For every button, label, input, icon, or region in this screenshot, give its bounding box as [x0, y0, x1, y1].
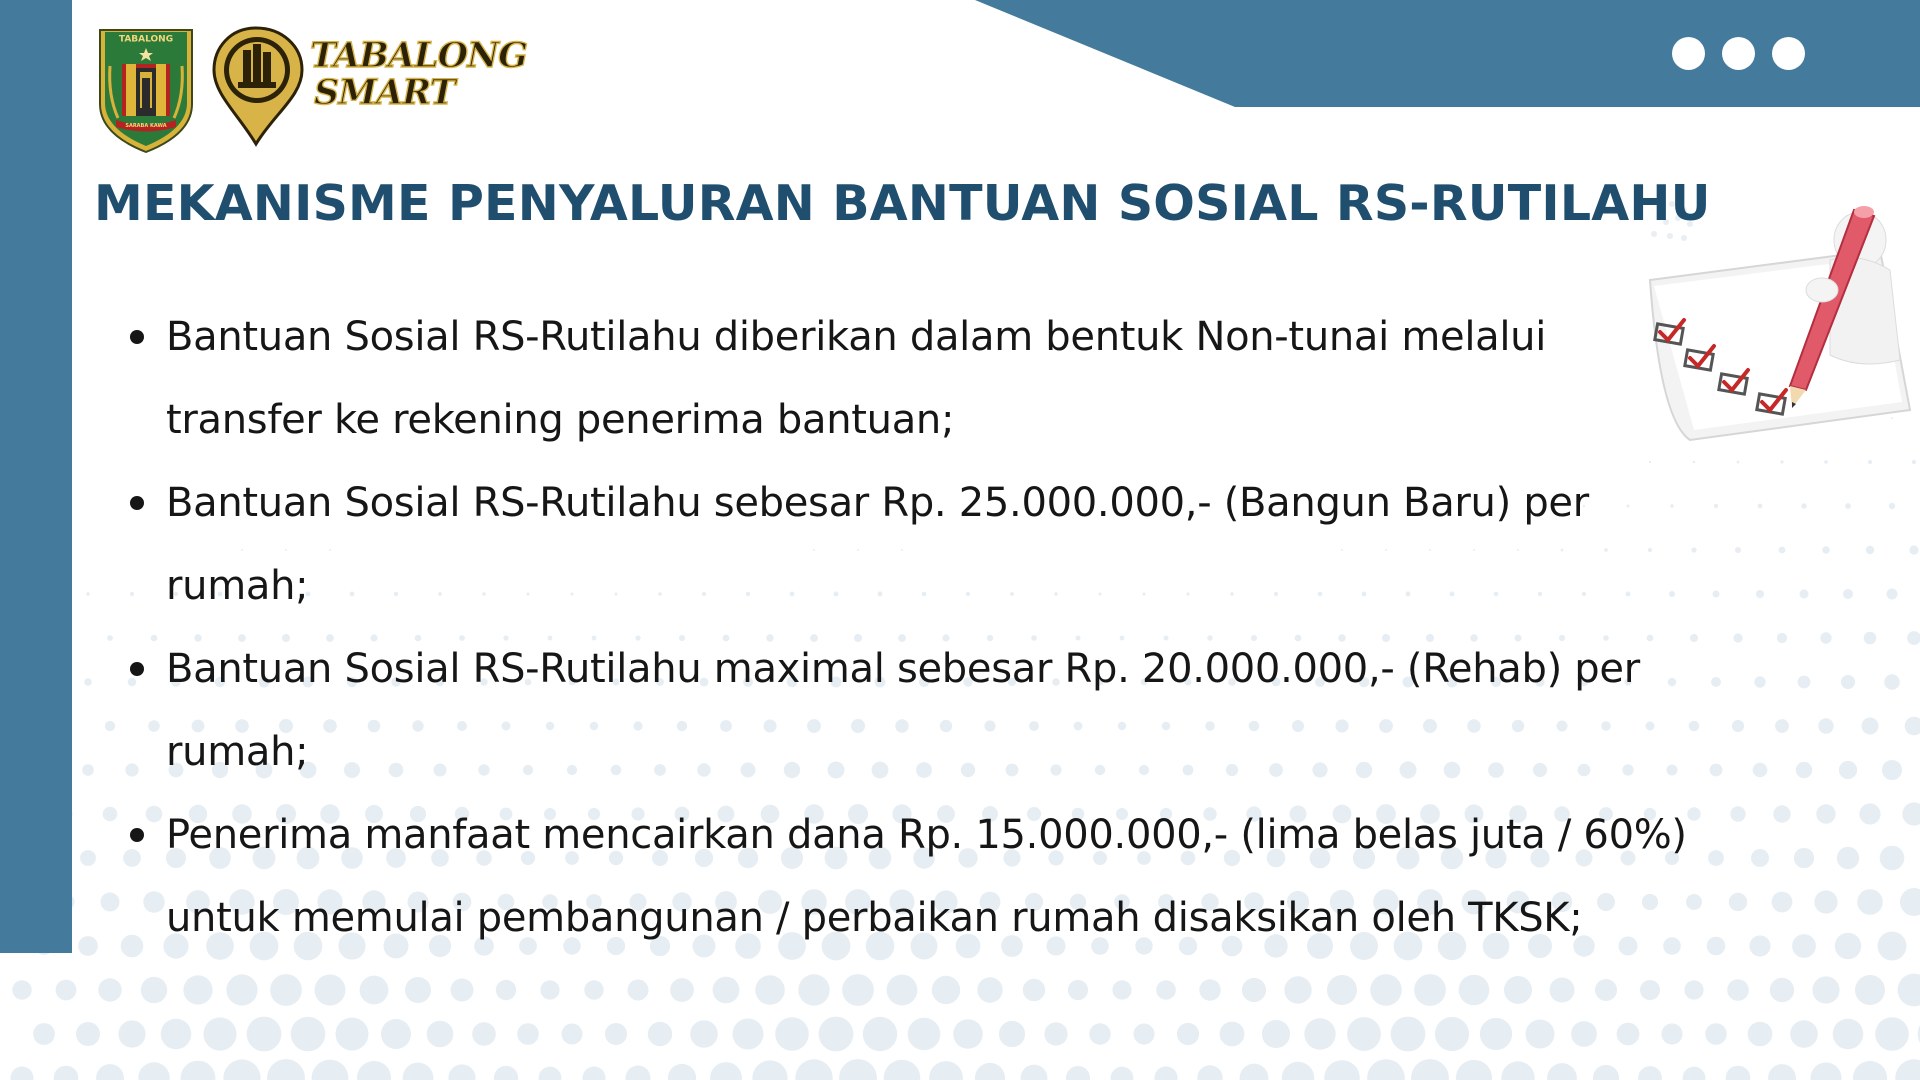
dot-3: [1772, 37, 1805, 70]
bullet-dot: [130, 828, 144, 842]
tabalong-smart-wordmark: [310, 35, 528, 113]
list-item-line: Penerima manfaat mencairkan dana Rp. 15.000.000,- (lima belas juta / 60%): [166, 812, 1687, 858]
list-item-line: rumah;: [166, 729, 309, 775]
emblem-motto: SARABA KAWA: [125, 123, 167, 129]
list-item-line: Bantuan Sosial RS-Rutilahu sebesar Rp. 25.000.000,- (Bangun Baru) per: [166, 480, 1589, 526]
list-item-line: untuk memulai pembangunan / perbaikan rumah disaksikan oleh TKSK;: [166, 895, 1583, 941]
smart-logo-line1: TABALONG: [310, 35, 528, 76]
list-item-line: Bantuan Sosial RS-Rutilahu diberikan dalam bentuk Non-tunai melalui: [166, 314, 1547, 360]
page-title: MEKANISME PENYALURAN BANTUAN SOSIAL RS-RUTILAHU: [94, 175, 1711, 232]
list-item: [130, 296, 1690, 462]
list-item: [130, 462, 1690, 628]
bullet-dot: [130, 496, 144, 510]
list-item-line: rumah;: [166, 563, 309, 609]
dot-2: [1722, 37, 1755, 70]
dot-1: [1672, 37, 1705, 70]
list-item-line: Bantuan Sosial RS-Rutilahu maximal sebesar Rp. 20.000.000,- (Rehab) per: [166, 646, 1640, 692]
emblem-top-text: TABALONG: [118, 34, 174, 45]
tabalong-regency-emblem-icon: [96, 26, 196, 156]
left-accent-bar: [0, 0, 72, 953]
list-item: [130, 794, 1690, 960]
bullet-dot: [130, 330, 144, 344]
smart-logo-line2: SMART: [314, 72, 455, 113]
list-item-line: transfer ke rekening penerima bantuan;: [166, 397, 955, 443]
bullet-dot: [130, 662, 144, 676]
window-dots: [1672, 37, 1805, 70]
bullet-list: [130, 296, 1690, 960]
list-item: [130, 628, 1690, 794]
